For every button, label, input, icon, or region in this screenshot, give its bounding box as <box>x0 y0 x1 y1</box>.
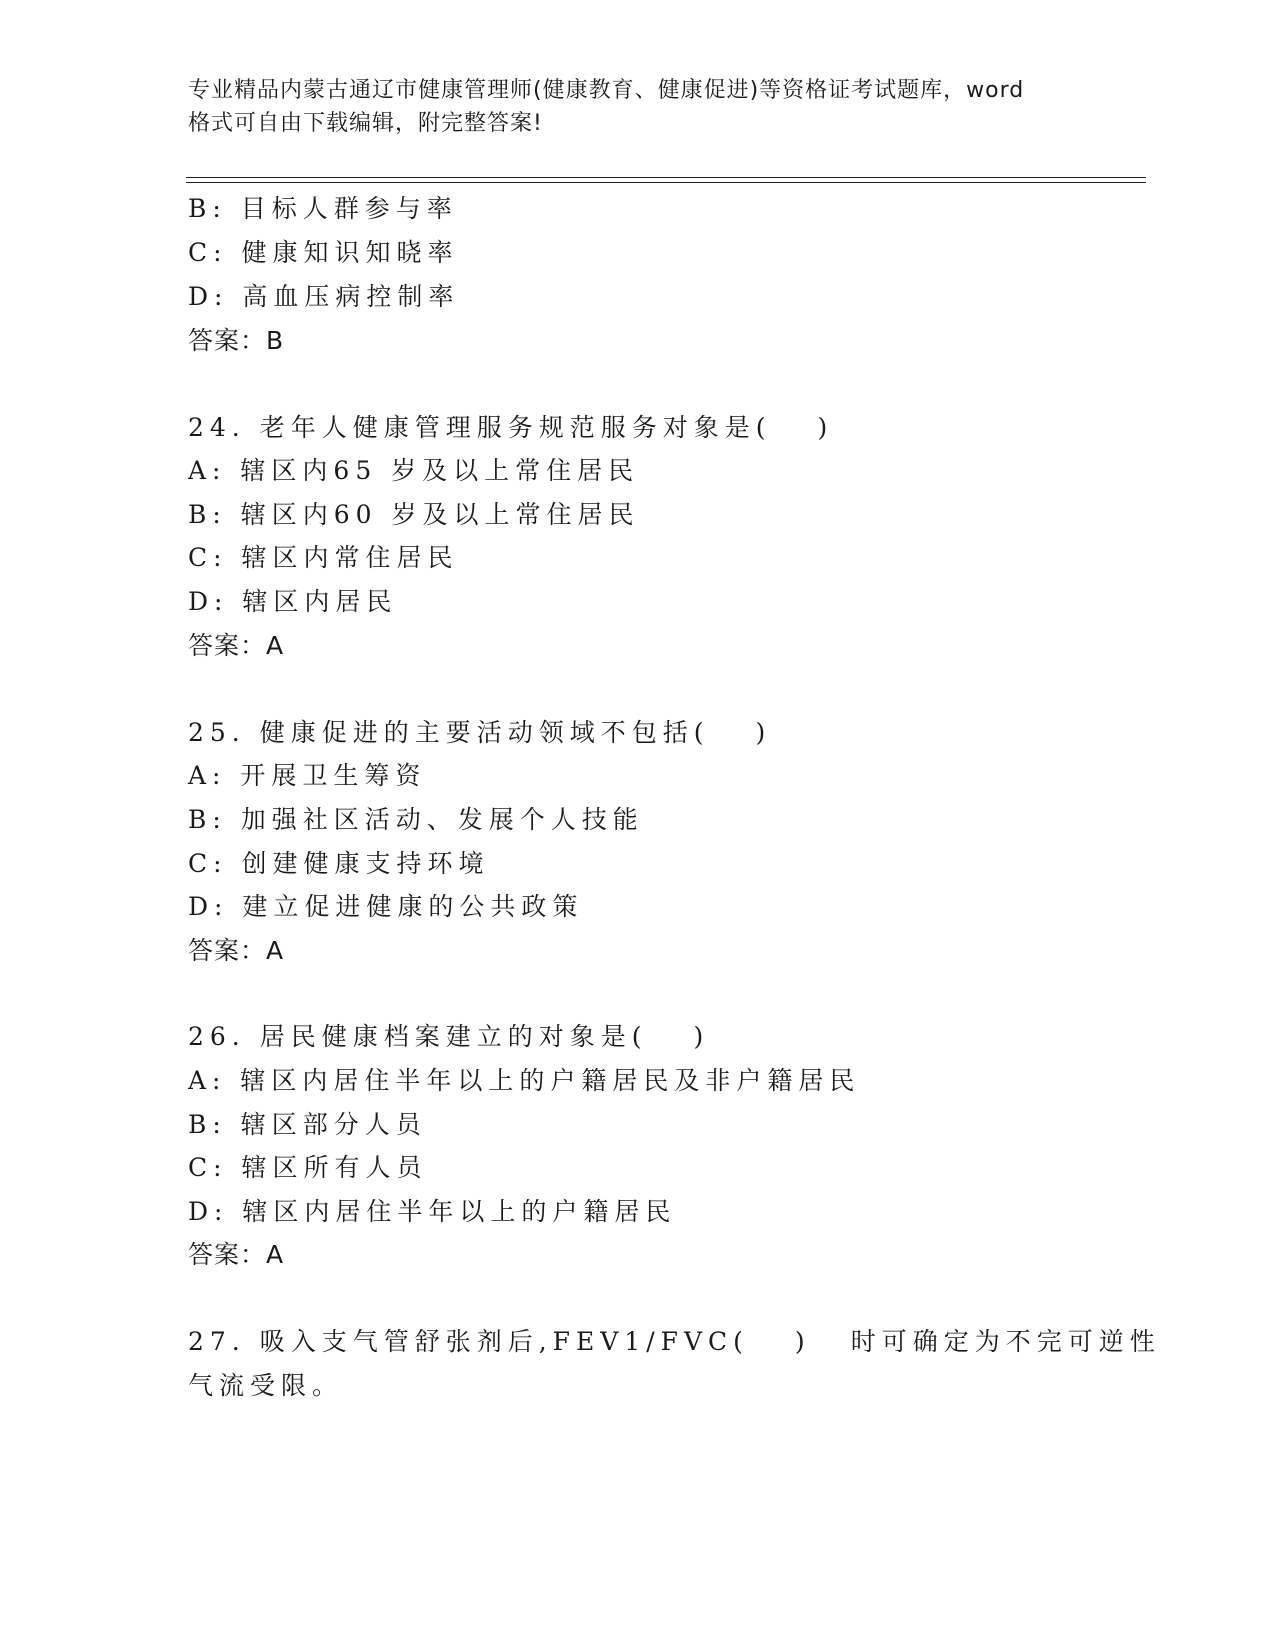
page-header <box>188 74 1108 140</box>
q23-option-d: D: 高血压病控制率 <box>188 282 460 311</box>
q26-option-d: D: 辖区内居住半年以上的户籍居民 <box>188 1197 677 1226</box>
q26-option-a: A: 辖区内居住半年以上的户籍居民及非户籍居民 <box>188 1066 861 1095</box>
q27-stem <box>188 1327 1161 1357</box>
header-line-2: 格式可自由下载编辑，附完整答案! <box>188 111 543 136</box>
q23-option-b: B: 目标人群参与率 <box>188 194 458 223</box>
q24-option-a: A: 辖区内65 岁及以上常住居民 <box>188 456 640 485</box>
q25-stem <box>188 718 771 748</box>
q27-stem-text: 27. 吸入支气管舒张剂后,FEV1/FVC( <box>188 1327 749 1356</box>
q27-stem-line-2: 气流受限。 <box>188 1371 344 1400</box>
q24-option-d: D: 辖区内居民 <box>188 587 398 616</box>
q24-option-b: B: 辖区内60 岁及以上常住居民 <box>188 500 640 529</box>
q24-answer: 答案：A <box>188 631 285 660</box>
q24-paren-close: ) <box>817 413 834 442</box>
q23-option-c: C: 健康知识知晓率 <box>188 238 459 267</box>
q25-option-a: A: 开展卫生筹资 <box>188 761 427 790</box>
q26-option-c: C: 辖区所有人员 <box>188 1153 428 1182</box>
header-divider-bottom <box>186 182 1146 183</box>
q26-option-b: B: 辖区部分人员 <box>188 1110 427 1139</box>
q24-option-c: C: 辖区内常住居民 <box>188 543 459 572</box>
q25-answer: 答案：A <box>188 936 285 965</box>
q24-stem <box>188 413 833 443</box>
header-line-1: 专业精品内蒙古通辽市健康管理师(健康教育、健康促进)等资格证考试题库，word <box>188 78 1025 103</box>
q25-paren-close: ) <box>755 718 772 747</box>
q25-option-d: D: 建立促进健康的公共政策 <box>188 892 584 921</box>
q26-paren-close: ) <box>693 1022 710 1051</box>
q26-stem-text: 26. 居民健康档案建立的对象是( <box>188 1022 648 1051</box>
q25-option-b: B: 加强社区活动、发展个人技能 <box>188 805 644 834</box>
q26-stem <box>188 1022 709 1052</box>
header-divider-top <box>186 177 1146 178</box>
q27-paren-close: ) <box>794 1327 811 1356</box>
q25-stem-text: 25. 健康促进的主要活动领域不包括( <box>188 718 710 747</box>
q27-stem-rest: 时可确定为不完可逆性 <box>850 1327 1161 1356</box>
q24-stem-text: 24. 老年人健康管理服务规范服务对象是( <box>188 413 772 442</box>
q26-answer: 答案：A <box>188 1240 285 1269</box>
q25-option-c: C: 创建健康支持环境 <box>188 849 490 878</box>
q23-answer: 答案：B <box>188 326 285 355</box>
